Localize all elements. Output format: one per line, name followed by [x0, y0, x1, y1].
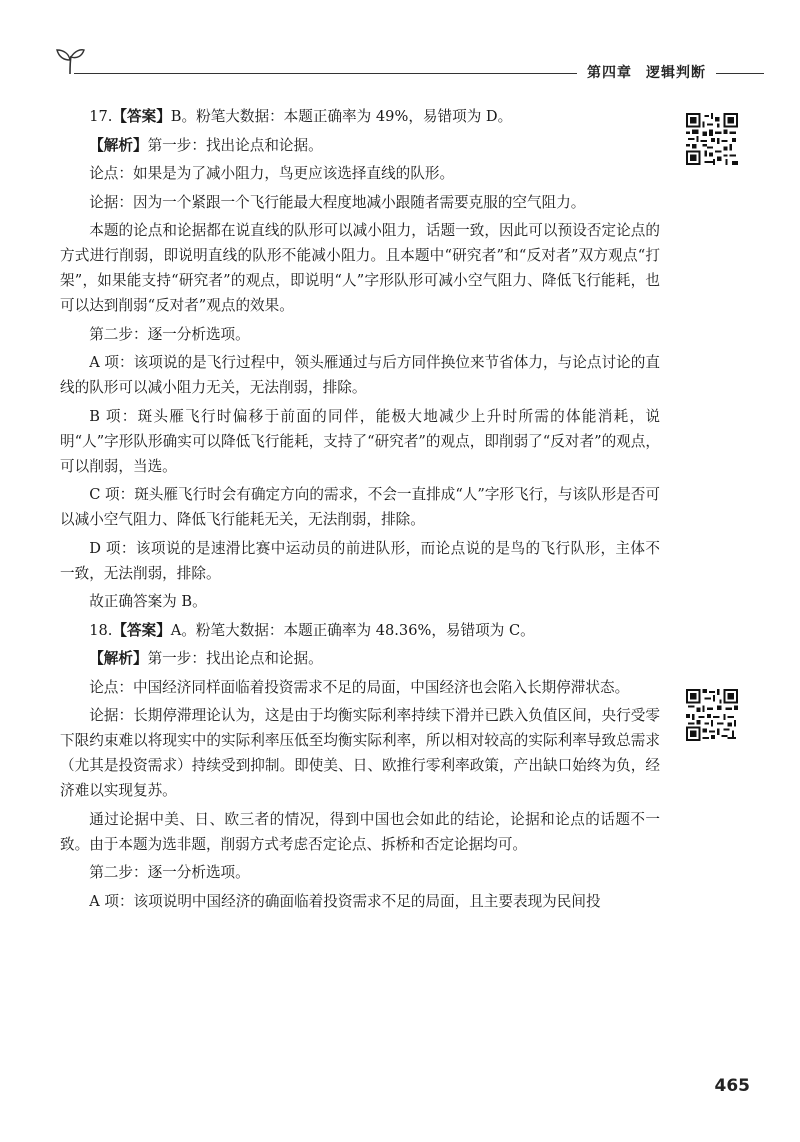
chapter-number: 第四章: [587, 65, 632, 81]
qr-code-icon[interactable]: [686, 113, 738, 165]
q17-paragraph: 本题的论点和论据都在说直线的队形可以减小阻力，话题一致，因此可以预设否定论点的方式进行削弱，即说明直线的队形不能减小阻力。且本题中“研究者”和“反对者”双方观点“打架”，如果能支持“研究者”的观点，即说明“人”字形队形可减小空气阻力、降低飞行能耗，也可以达到削弱“反对者”观点的效果。: [60, 222, 660, 314]
chapter-title: [577, 62, 716, 82]
q18-answer-text: A。粉笔大数据：本题正确率为 48.36%，易错项为 C。: [170, 621, 535, 639]
q17-option-a: A 项：该项说的是飞行过程中，领头雁通过与后方同伴换位来节省体力，与论点讨论的直线的队形可以减小阻力无关，无法削弱，排除。: [60, 354, 660, 396]
q17-option-d: D 项：该项说的是速滑比赛中运动员的前进队形，而论点说的是鸟的飞行队形，主体不一致，无法削弱，排除。: [60, 539, 660, 582]
q17-conclusion: 故正确答案为 B。: [89, 593, 207, 610]
q18-analysis-line: [60, 646, 660, 671]
q18-paragraph: 通过论据中美、日、欧三者的情况，得到中国也会如此的结论，论据和论点的话题不一致。由于本题为选非题，削弱方式考虑否定论点、拆桥和否定论据均可。: [60, 810, 660, 853]
q18-step2: 第二步：逐一分析选项。: [89, 864, 250, 881]
q18-evidence: 论据：长期停滞理论认为，这是由于均衡实际利率持续下滑并已跌入负值区间，央行受零下限约束难以将现实中的实际利率压低至均衡实际利率，所以相对较高的实际利率导致总需求（尤其是投资需求）持续受到抑制。即使美、日、欧推行零利率政策，产出缺口始终为负，经济难以实现复苏。: [60, 707, 660, 799]
page-header: [44, 44, 764, 80]
sprout-icon: [54, 46, 86, 76]
q17-answer-text: B。粉笔大数据：本题正确率为 49%，易错项为 D。: [170, 108, 513, 125]
q17-analysis-tag: 【解析】: [89, 136, 148, 154]
q18-answer-line: [60, 618, 660, 643]
q17-option-b: B 项：斑头雁飞行时偏移于前面的同伴，能极大地减少上升时所需的体能消耗，说明“人”字形队形确实可以降低飞行能耗，支持了“研究者”的观点，即削弱了“反对者”的观点，可以削弱，当选。: [60, 407, 660, 475]
q17-analysis-line: [60, 133, 660, 158]
q17-evidence: 论据：因为一个紧跟一个飞行能最大程度地减小跟随者需要克服的空气阻力。: [89, 193, 586, 211]
q18-analysis-tag: 【解析】: [89, 650, 148, 667]
q17-step2: 第二步：逐一分析选项。: [89, 325, 250, 343]
q18-answer-tag: 【答案】: [112, 621, 171, 639]
q18-option-a: A 项：该项说明中国经济的确面临着投资需求不足的局面，且主要表现为民间投: [89, 892, 601, 910]
q18-step1: 第一步：找出论点和论据。: [147, 650, 323, 667]
q18-argument: 论点：中国经济同样面临着投资需求不足的局面，中国经济也会陷入长期停滞状态。: [89, 678, 630, 696]
q17-argument: 论点：如果是为了减小阻力，鸟更应该选择直线的队形。: [89, 165, 455, 182]
q17-step1: 第一步：找出论点和论据。: [147, 136, 323, 154]
q17-answer-line: [60, 104, 660, 129]
qr-code-icon[interactable]: [686, 689, 738, 741]
page-number: 465: [714, 1076, 750, 1096]
q18-number: 18.: [89, 621, 113, 639]
q17-option-c: C 项：斑头雁飞行时会有确定方向的需求，不会一直排成“人”字形飞行，与该队形是否可以减小空气阻力、降低飞行能耗无关，无法削弱，排除。: [60, 486, 660, 528]
q17-number: 17.: [89, 108, 113, 125]
section-title: 逻辑判断: [646, 65, 706, 81]
q17-answer-tag: 【答案】: [112, 108, 171, 125]
answer-explanation-body: [60, 104, 660, 917]
